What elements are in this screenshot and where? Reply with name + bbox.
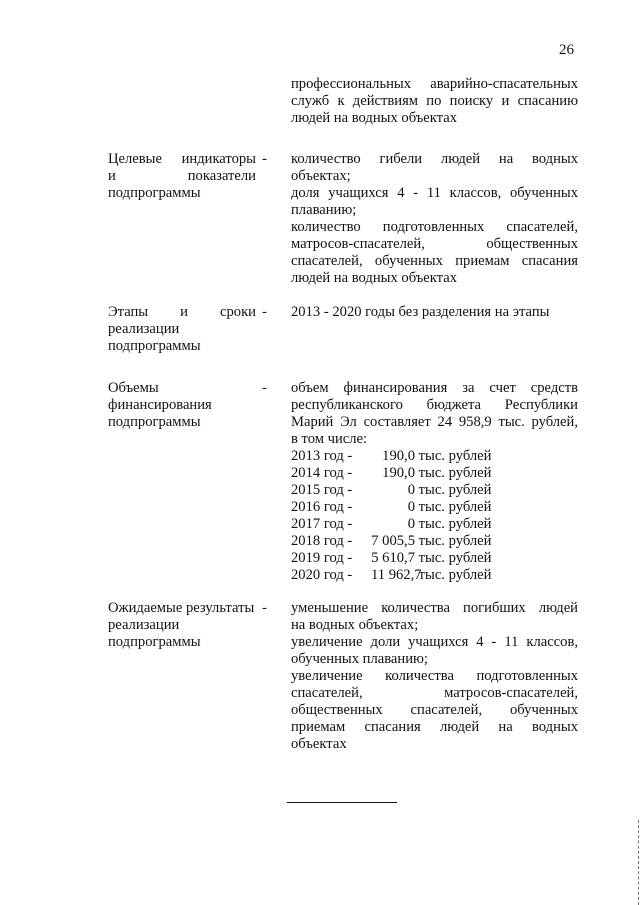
financing-year-row: 2018 год - 7 005,5 тыс. рублей — [291, 533, 492, 549]
section-label: Этапы и сроки реализации подпрограммы — [108, 304, 256, 354]
financing-year-row: 2017 год - 0 тыс. рублей — [291, 516, 492, 532]
section-dash: - — [262, 380, 267, 396]
footer-divider — [287, 802, 397, 803]
section-dash: - — [262, 600, 267, 616]
financing-year-row: 2019 год - 5 610,7 тыс. рублей — [291, 550, 492, 566]
section-label: Объемы финансирования подпрограммы — [108, 380, 212, 430]
page-number: 26 — [559, 42, 574, 58]
section-value: уменьшение количества погибших людей на водных объектах; увеличение доли учащихся 4 - 11 классов, обученных плаванию; увеличение количества подготовленных спасателей, матросов-спасателей, общественных спасателей, обученных приемам спасания людей на водных объектах — [291, 600, 578, 752]
financing-year-row: 2013 год - 190,0 тыс. рублей — [291, 448, 492, 464]
financing-year-row: 2014 год - 190,0 тыс. рублей — [291, 465, 492, 481]
financing-year-row: 2016 год - 0 тыс. рублей — [291, 499, 492, 515]
section-dash: - — [262, 151, 267, 167]
financing-year-row: 2020 год - 11 962,7 тыс. рублей — [291, 567, 492, 583]
financing-years-list — [291, 448, 578, 584]
section-dash: - — [262, 304, 267, 320]
intro-line: служб к действиям по поиску и спасанию — [291, 93, 578, 109]
section-value: объем финансирования за счет средств республиканского бюджета Республики Марий Эл составляет 24 958,9 тыс. рублей, в том числе: 2013 год - 190,0 тыс. рублей 2014 год - 190,0 тыс. рублей 2015 год - 0 тыс. рублей 2016 год - 0 тыс. рублей 2017 год - 0 тыс. рублей 2018 год - 7 005,5 тыс. рублей 2019 год - 5 610,7 тыс. рублей 2020 год - 11 962,7 тыс. рублей — [291, 380, 578, 583]
section-label: Целевые индикаторы и показатели подпрограммы — [108, 151, 256, 201]
financing-year-row: 2015 год - 0 тыс. рублей — [291, 482, 492, 498]
intro-line: профессиональных аварийно-спасательных — [291, 76, 578, 92]
intro-text — [291, 76, 578, 127]
intro-line: людей на водных объектах — [291, 110, 458, 126]
section-value: количество гибели людей на водных объектах; доля учащихся 4 - 11 классов, обученных плаванию; количество подготовленных спасателей, матросов-спасателей, общественных спасателей, обученных приемам спасания людей на водных объектах — [291, 151, 578, 286]
section-value: 2013 - 2020 годы без разделения на этапы — [291, 304, 550, 320]
section-label: Ожидаемые результаты реализации подпрограммы — [108, 600, 255, 650]
